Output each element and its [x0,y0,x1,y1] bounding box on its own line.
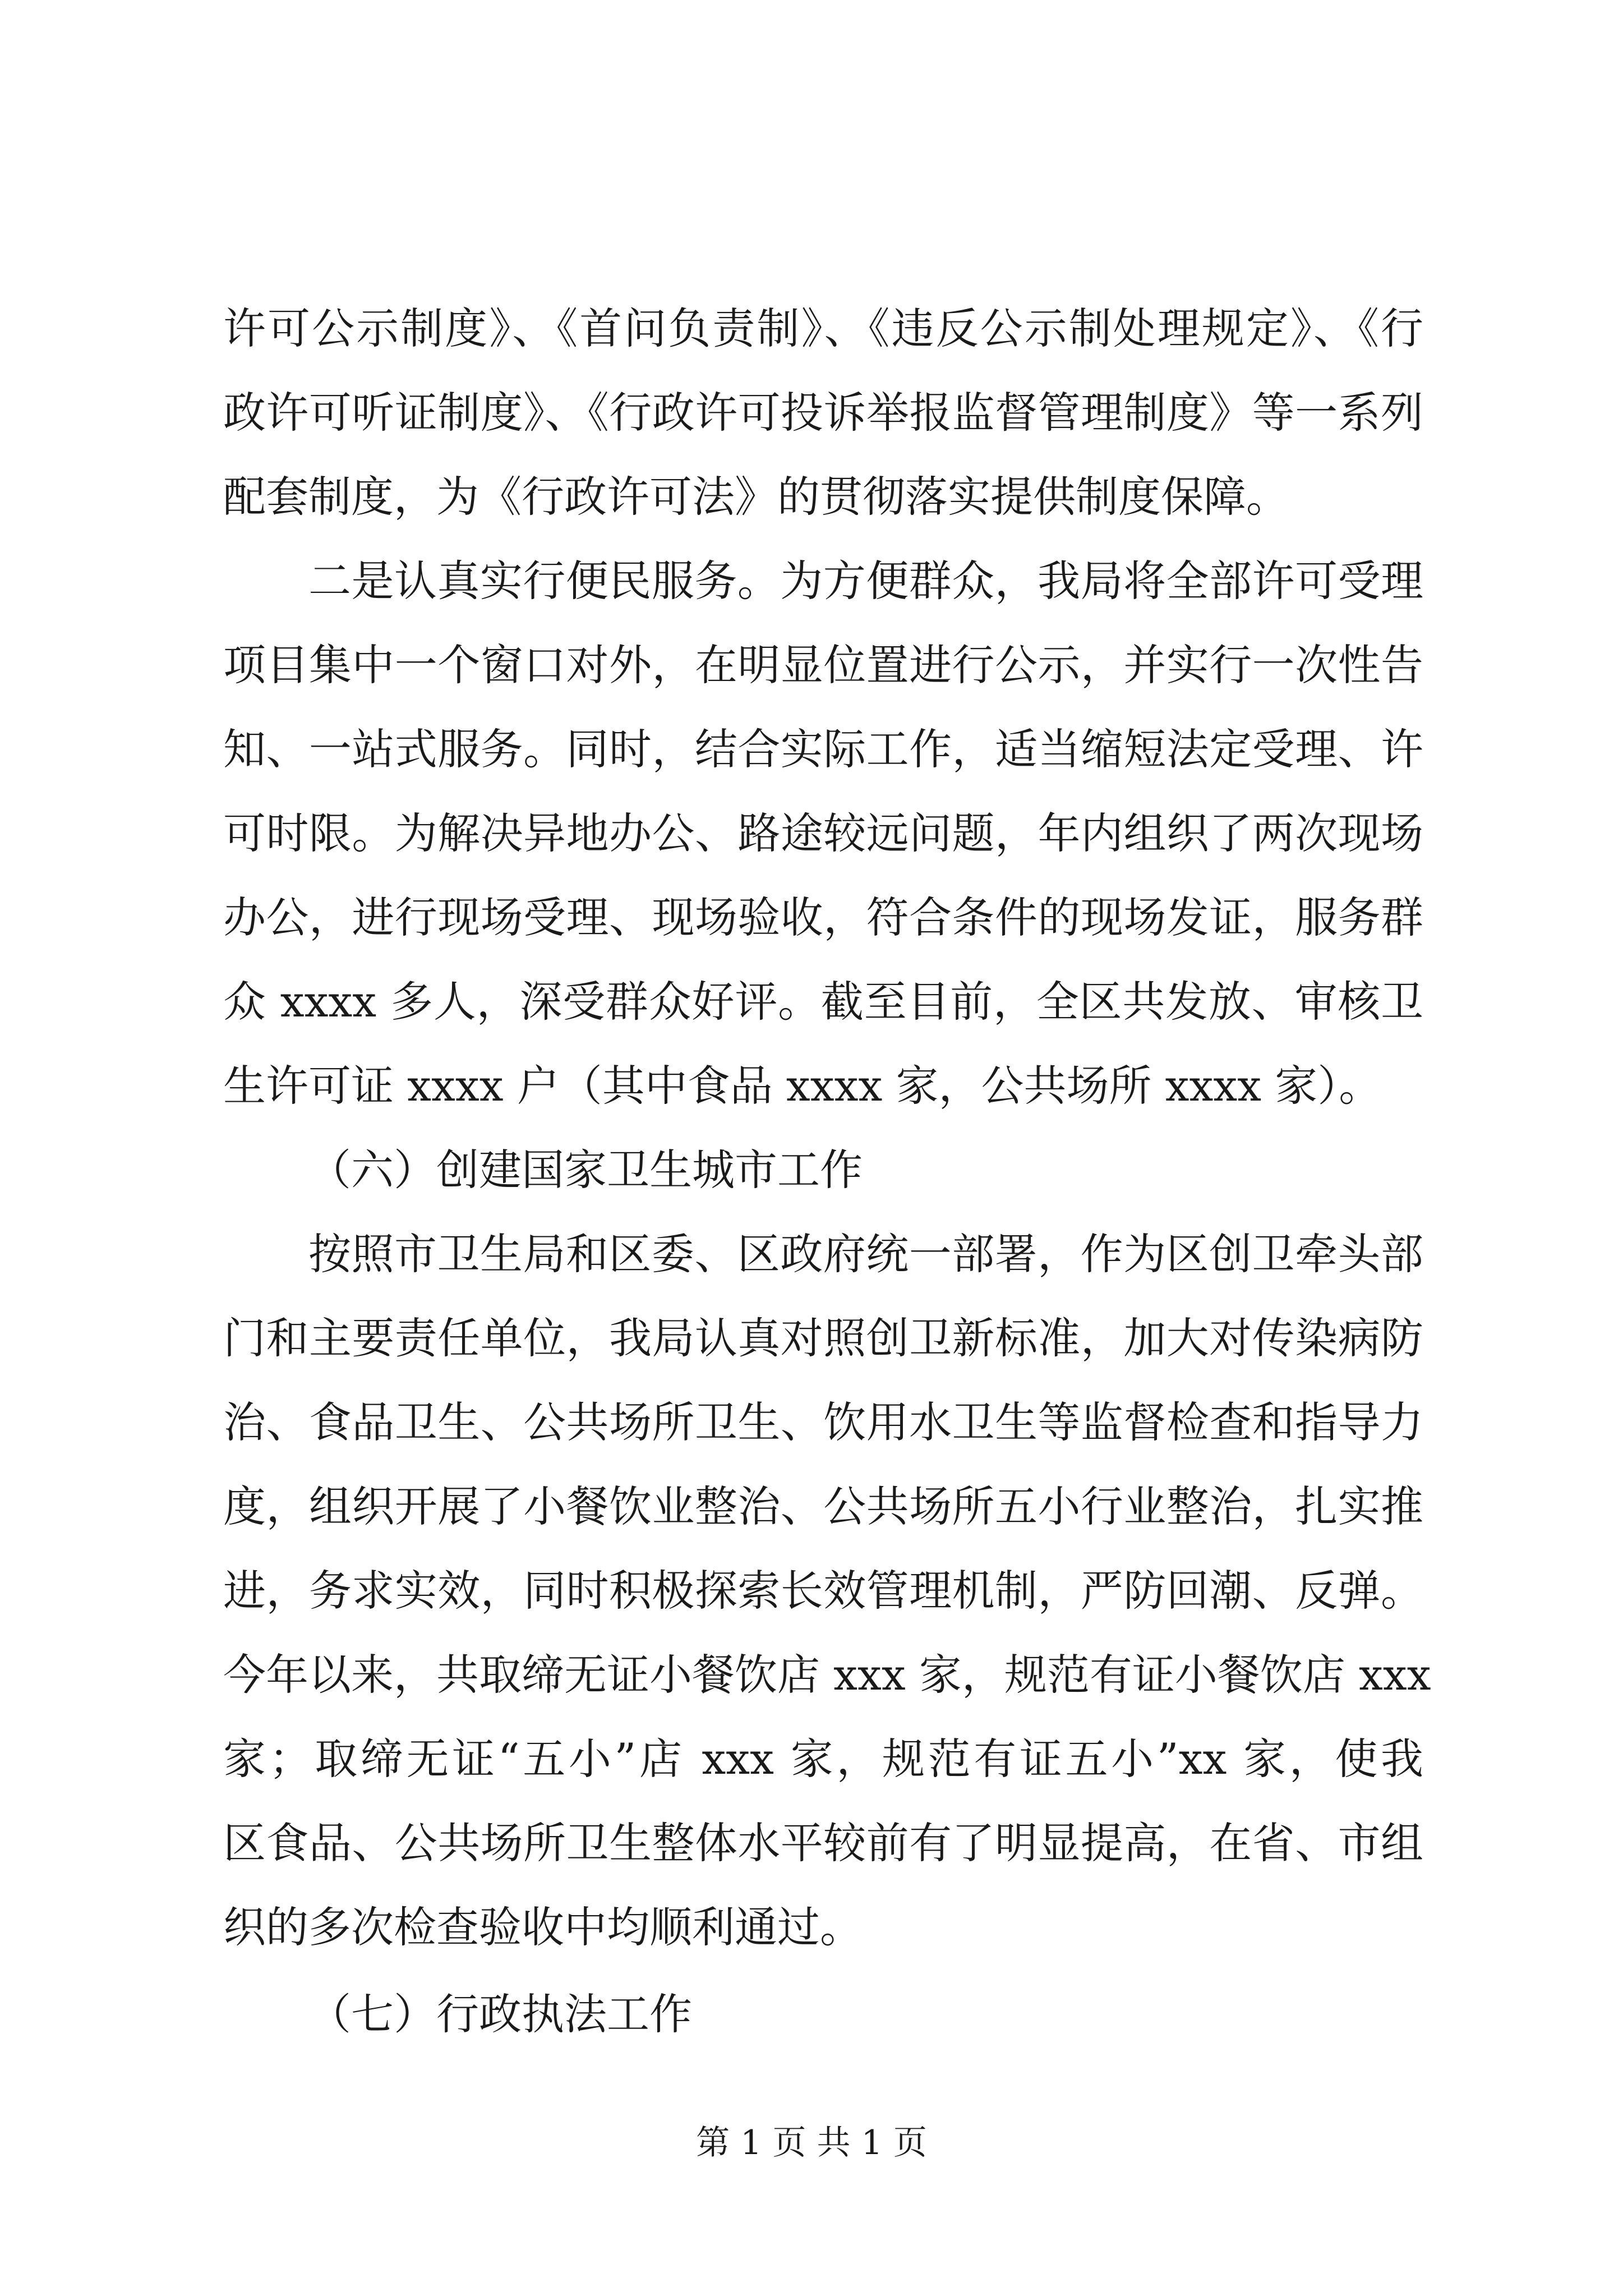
text-line: 知、一站式服务。同时，结合实际工作，适当缩短法定受理、许 [223,724,1423,774]
text-line: 按照市卫生局和区委、区政府统一部署，作为区创卫牵头部 [308,1229,1423,1279]
text-line: 政许可听证制度》、《行政许可投诉举报监督管理制度》等一系列 [223,388,1423,438]
text-line: 二是认真实行便民服务。为方便群众，我局将全部许可受理 [308,556,1423,606]
text-line: 配套制度，为《行政许可法》的贯彻落实提供制度保障。 [223,472,1289,522]
text-line: 生许可证 xxxx 户（其中食品 xxxx 家，公共场所 xxxx 家）。 [223,1061,1382,1111]
text-line: 办公，进行现场受理、现场验收，符合条件的现场发证，服务群 [223,892,1423,942]
text-line: 今年以来，共取缔无证小餐饮店 xxx 家，规范有证小餐饮店 xxx [223,1650,1431,1700]
section-heading: （七）行政执法工作 [308,1989,692,2039]
text-line: 众 xxxx 多人，深受群众好评。截至目前，全区共发放、审核卫 [223,977,1423,1027]
text-line: 可时限。为解决异地办公、路途较远问题，年内组织了两次现场 [223,808,1423,858]
section-heading: （六）创建国家卫生城市工作 [308,1145,863,1195]
text-line: 许可公示制度》、《首问负责制》、《违反公示制处理规定》、《行 [223,303,1423,353]
text-line: 区食品、公共场所卫生整体水平较前有了明显提高，在省、市组 [223,1818,1423,1868]
text-line: 项目集中一个窗口对外，在明显位置进行公示，并实行一次性告 [223,640,1423,690]
text-line: 治、食品卫生、公共场所卫生、饮用水卫生等监督检查和指导力 [223,1397,1423,1447]
text-line: 度，组织开展了小餐饮业整治、公共场所五小行业整治，扎实推 [223,1481,1423,1531]
text-line: 门和主要责任单位，我局认真对照创卫新标准，加大对传染病防 [223,1313,1423,1363]
text-line: 进，务求实效，同时积极探索长效管理机制，严防回潮、反弹。 [223,1566,1423,1616]
page-footer: 第 1 页 共 1 页 [696,2123,927,2162]
text-line: 家；取缔无证“五小”店 xxx 家，规范有证五小”xx 家，使我 [223,1734,1423,1784]
text-line: 织的多次检查验收中均顺利通过。 [223,1902,863,1952]
